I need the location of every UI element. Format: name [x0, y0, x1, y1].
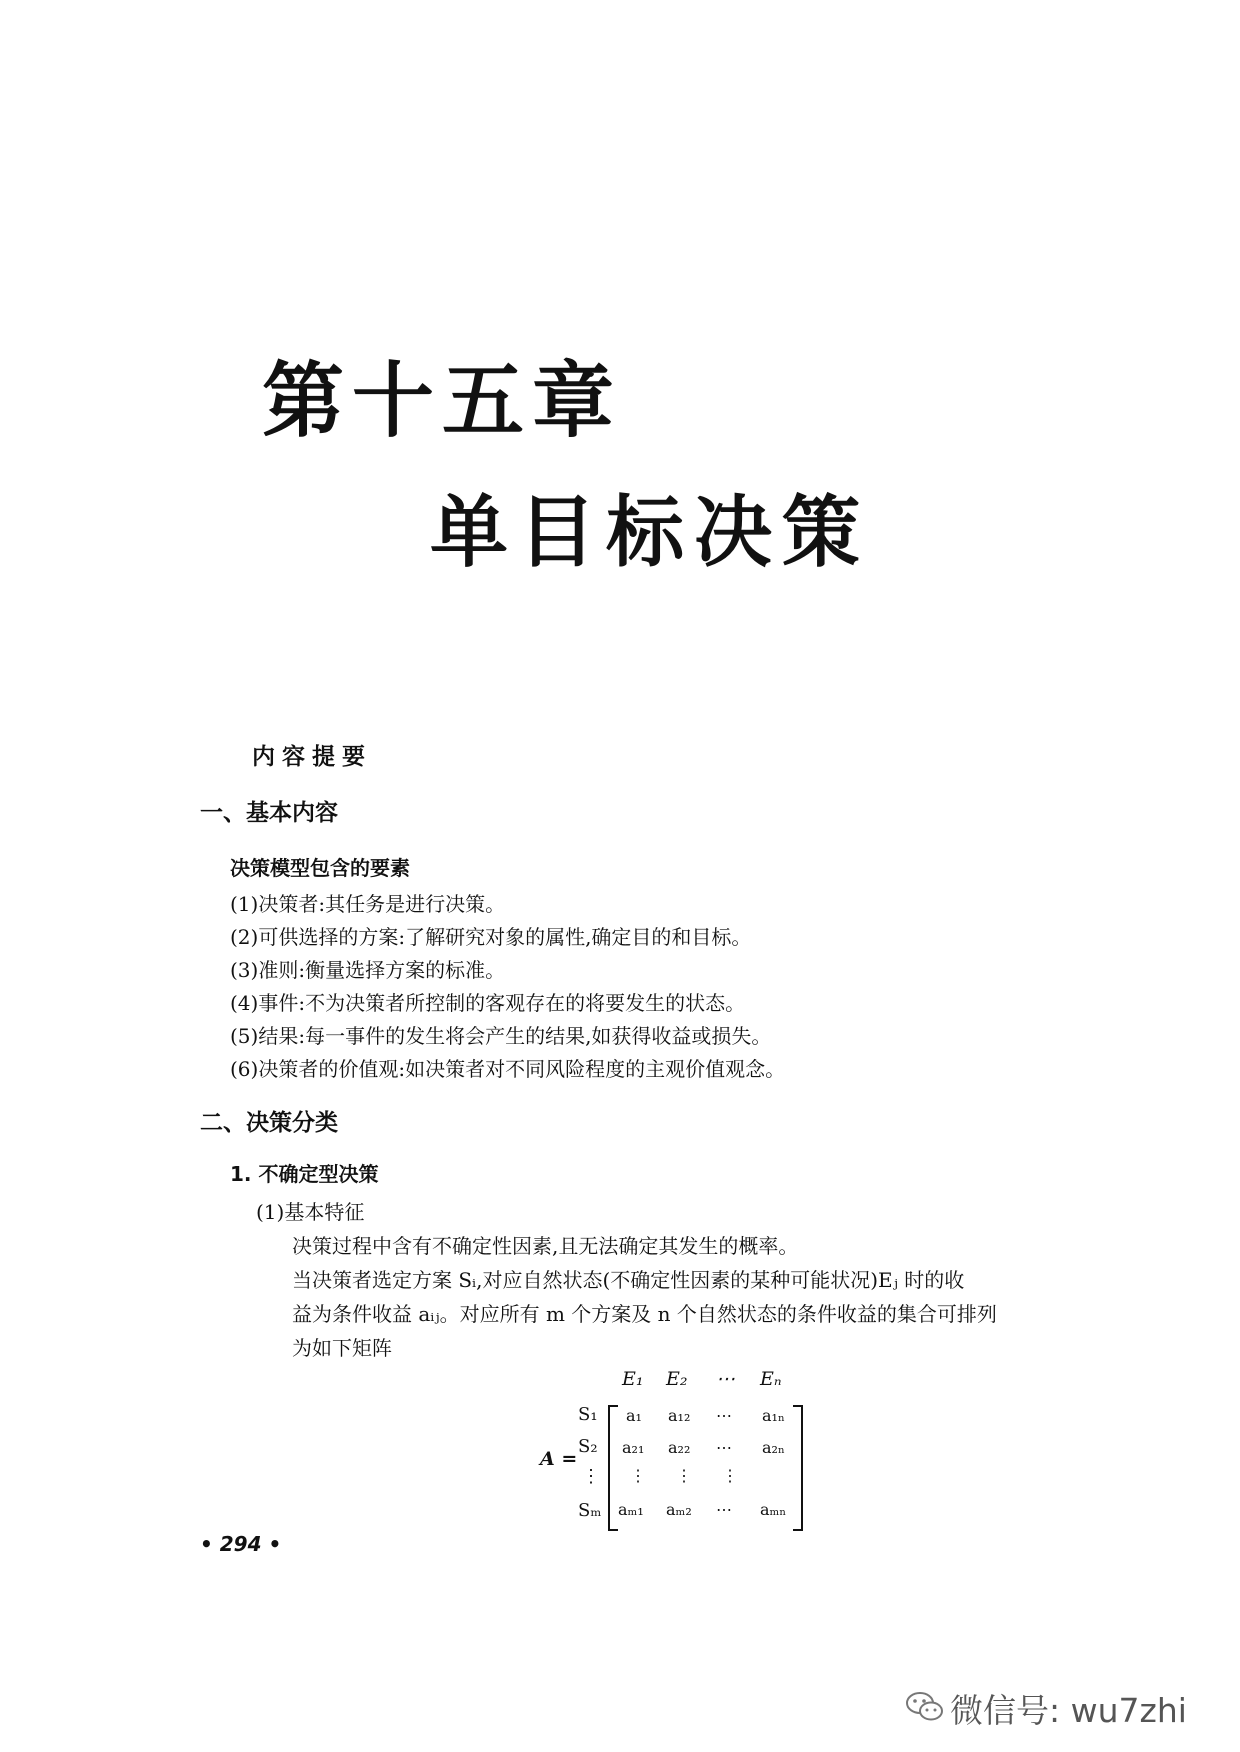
- matrix-cell: aₘ₂: [666, 1500, 692, 1519]
- chapter-number: 第十五章: [262, 354, 623, 449]
- matrix-col-header: E₂: [666, 1368, 688, 1390]
- matrix-row-label: S₂: [578, 1436, 598, 1457]
- watermark-text: 微信号: wu7zhi: [950, 1691, 1187, 1730]
- list-item: (5)结果:每一事件的发生将会产生的结果,如获得收益或损失。: [230, 1024, 772, 1048]
- matrix-cell: ⋮: [676, 1466, 692, 1485]
- matrix-cell: a₂₂: [668, 1438, 691, 1457]
- matrix-row-label: S₁: [578, 1404, 598, 1425]
- list-item: (2)可供选择的方案:了解研究对象的属性,确定目的和目标。: [230, 925, 752, 949]
- matrix-cell: ⋯: [716, 1438, 732, 1457]
- section-heading-classification: 二、决策分类: [200, 1110, 338, 1136]
- summary-heading: 内容提要: [252, 744, 372, 770]
- section-heading-basic: 一、基本内容: [200, 800, 338, 826]
- matrix-cell: ⋯: [716, 1406, 732, 1425]
- chapter-title: 单目标决策: [430, 488, 871, 578]
- matrix-row-label: Sₘ: [578, 1500, 602, 1521]
- matrix-cell: aₘₙ: [760, 1500, 787, 1519]
- matrix-label: A =: [540, 1448, 578, 1470]
- matrix-cell: aₘ₁: [618, 1500, 644, 1519]
- matrix-cell: a₂ₙ: [762, 1438, 785, 1457]
- section-subheading-elements: 决策模型包含的要素: [230, 856, 410, 880]
- matrix-cell: ⋮: [630, 1466, 646, 1485]
- matrix-left-bracket: [608, 1405, 618, 1531]
- list-item: (3)准则:衡量选择方案的标准。: [230, 958, 506, 982]
- paragraph-line: 决策过程中含有不确定性因素,且无法确定其发生的概率。: [292, 1234, 799, 1258]
- subsection-heading: 1. 不确定型决策: [230, 1162, 379, 1186]
- list-item: (4)事件:不为决策者所控制的客观存在的将要发生的状态。: [230, 991, 746, 1015]
- matrix-cell: ⋮: [722, 1466, 738, 1485]
- matrix-col-header: E₁: [622, 1368, 644, 1390]
- matrix-col-header: Eₙ: [760, 1368, 782, 1390]
- subsubsection-heading: (1)基本特征: [256, 1200, 365, 1224]
- paragraph-line: 益为条件收益 aᵢⱼ。对应所有 m 个方案及 n 个自然状态的条件收益的集合可排列: [292, 1302, 997, 1326]
- list-item: (6)决策者的价值观:如决策者对不同风险程度的主观价值观念。: [230, 1057, 786, 1081]
- paragraph-line: 当决策者选定方案 Sᵢ,对应自然状态(不确定性因素的某种可能状况)Eⱼ 时的收: [292, 1268, 965, 1292]
- matrix-row-label: ⋮: [582, 1466, 600, 1487]
- matrix-col-header: ⋯: [716, 1368, 735, 1390]
- page-number: • 294 •: [200, 1532, 282, 1556]
- matrix-cell: a₂₁: [622, 1438, 645, 1457]
- list-item: (1)决策者:其任务是进行决策。: [230, 892, 506, 916]
- matrix-right-bracket: [793, 1405, 803, 1531]
- matrix-cell: a₁: [626, 1406, 642, 1425]
- matrix-cell: a₁₂: [668, 1406, 691, 1425]
- paragraph-line: 为如下矩阵: [292, 1336, 392, 1360]
- matrix-cell: a₁ₙ: [762, 1406, 785, 1425]
- matrix-cell: ⋯: [716, 1500, 732, 1519]
- wechat-icon: [905, 1690, 945, 1728]
